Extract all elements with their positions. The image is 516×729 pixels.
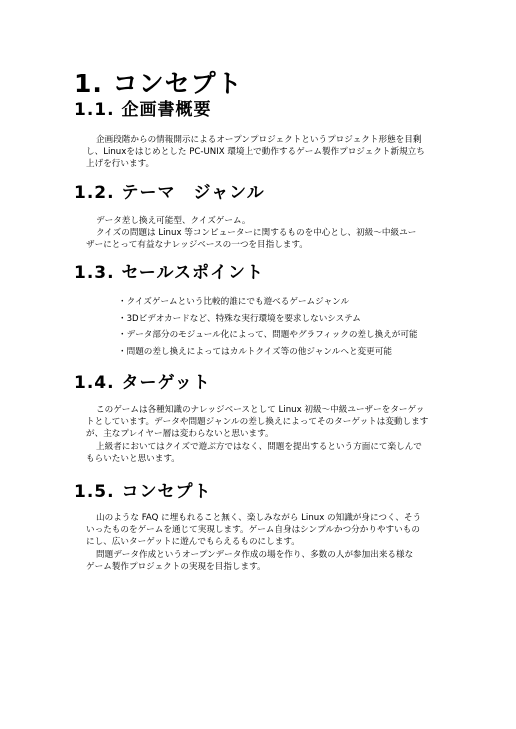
section-heading-selling-points: 1.3. セールスポイント	[74, 263, 264, 283]
paragraph-line: ゲーム製作プロジェクトの実現を目指します。	[86, 561, 266, 572]
paragraph-line: このゲームは各種知識のナレッジベースとして Linux 初級～中級ユーザーをターゲッ	[96, 405, 425, 415]
paragraph-line: 問題データ作成というオープンデータ作成の場を作り、多数の人が参加出来る様な	[96, 549, 414, 560]
selling-points-list	[118, 294, 418, 360]
paragraph-line: 上級者においてはクイズで遊ぶ方ではなく、問題を提出するという方面にて楽しんで	[96, 441, 422, 452]
list-item: ・3Dビデオカードなど、特殊な実行環境を要求しないシステム	[118, 313, 361, 324]
section-heading-target: 1.4. ターゲット	[74, 373, 211, 393]
paragraph-line: 上げを行います。	[86, 159, 155, 170]
section-body-concept	[86, 512, 456, 573]
section-body-target	[86, 404, 456, 465]
section-body-theme	[86, 215, 456, 252]
paragraph-line: 山のような FAQ に埋もれること無く、楽しみながら Linux の知識が身につく、そう	[96, 513, 422, 523]
list-item: ・問題の差し換えによってはカルトクイズ等の他ジャンルへと変更可能	[118, 346, 392, 357]
paragraph-line: データ差し換え可能型、クイズゲーム。	[96, 216, 251, 226]
paragraph-line: もらいたいと思います。	[86, 453, 180, 464]
paragraph-line: トとしています。データや問題ジャンルの差し換えによってそのターゲットは変動します	[86, 417, 429, 428]
paragraph-line: いったものをゲームを通じて実現します。ゲーム自身はシンプルかつ分かりやすいもの	[86, 525, 420, 536]
list-item: ・クイズゲームという比較的誰にでも遊べるゲームジャンル	[118, 297, 350, 307]
list-item: ・データ部分のモジュール化によって、問題やグラフィックの差し換えが可能	[118, 330, 418, 341]
section-body-overview	[86, 134, 456, 171]
chapter-title: 1. コンセプト	[74, 69, 243, 98]
section-heading-theme: 1.2. テーマ ジャンル	[74, 183, 265, 203]
paragraph-line: 企画段階からの情報開示によるオープンプロジェクトというプロジェクト形態を目剰	[96, 135, 422, 145]
paragraph-line: が、主なプレイヤー層は変わらないと思います。	[86, 429, 274, 440]
section-heading-overview: 1.1. 企画書概要	[74, 100, 212, 120]
paragraph-line: にし、広いターゲットに遊んでもらえるものにします。	[86, 537, 300, 548]
section-heading-concept: 1.5. コンセプト	[74, 482, 212, 502]
paragraph-line: クイズの問題は Linux 等コンピューターに関するものを中心とし、初級～中級ユー	[96, 228, 417, 239]
paragraph-line: ザーにとって有益なナレッジベースの一つを目指します。	[86, 240, 308, 251]
paragraph-line: し、Linuxをはじめとした PC-UNIX 環境上で動作するゲーム製作プロジェクト新規立ち	[86, 147, 425, 158]
